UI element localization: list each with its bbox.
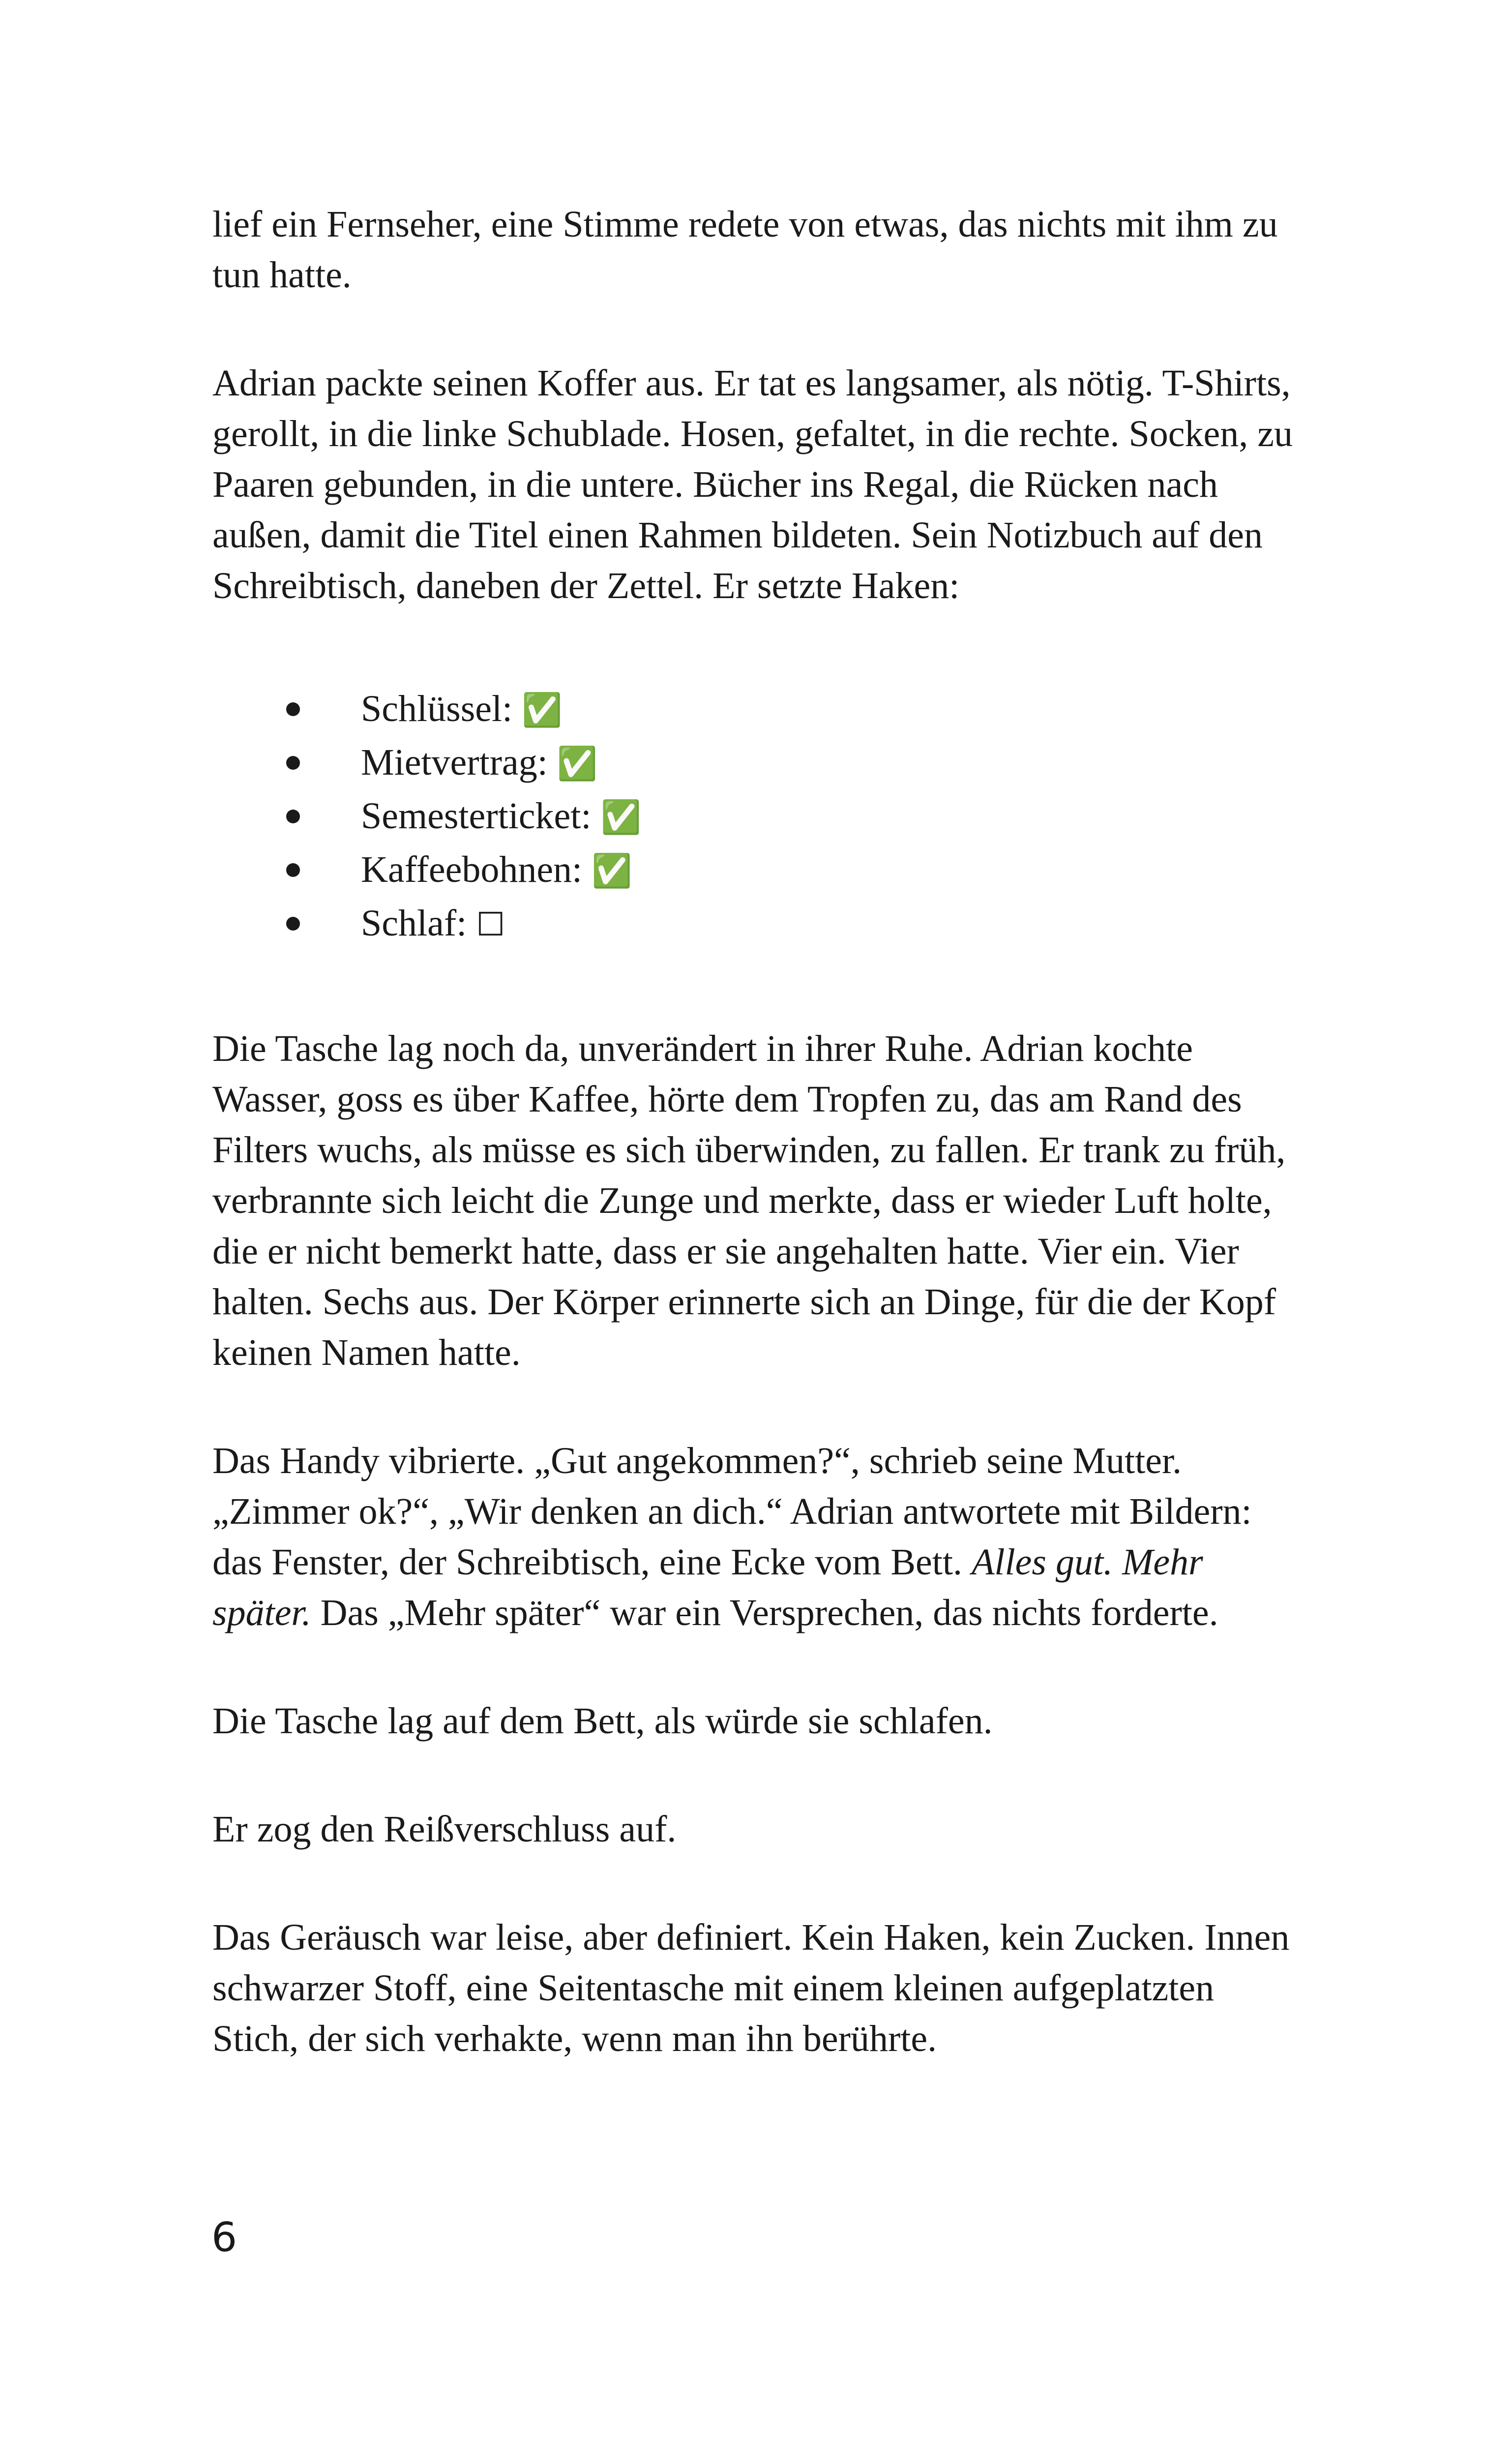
paragraph-2: Adrian packte seinen Koffer aus. Er tat es langsamer, als nötig. T-Shirts, gerollt, in die linke Schublade. Hosen, gefaltet, in die rechte. Socken, zu Paaren gebunden, in die untere. Bücher ins Regal, die Rücken nach außen, damit die Titel einen Rahmen bildeten. Sein Notizbuch auf den Schreibtisch, daneben der Zettel. Er setzte Haken: — [212, 362, 1293, 606]
checklist-item-label: Kaffeebohnen: — [361, 849, 583, 890]
checklist-item-label: Mietvertrag: — [361, 742, 548, 783]
checklist-item-label: Semesterticket: — [361, 795, 592, 837]
paragraph-7: Das Geräusch war leise, aber definiert. Kein Haken, kein Zucken. Innen schwarzer Stoff, eine Seitentasche mit einem kleinen aufgeplatzten Stich, der sich verhakte, wenn man ihn berührte. — [212, 1917, 1290, 2059]
paragraph-5: Die Tasche lag auf dem Bett, als würde sie schlafen. — [212, 1700, 993, 1742]
checkmark-icon: ✅ — [522, 691, 563, 729]
checklist-item-label: Schlaf: — [361, 903, 467, 944]
checklist-item-label: Schlüssel: — [361, 688, 513, 729]
empty-checkbox-icon: ☐ — [476, 905, 505, 943]
checkmark-icon: ✅ — [600, 798, 641, 836]
paragraph-1: lief ein Fernseher, eine Stimme redete von etwas, das nichts mit ihm zu tun hatte. — [212, 204, 1278, 296]
bullet-icon — [286, 702, 300, 716]
checklist-item — [212, 790, 1304, 844]
page-number: 6 — [211, 2214, 237, 2261]
checklist-item — [212, 844, 1304, 897]
paragraph-4-end: Das „Mehr später“ war ein Versprechen, das nichts forderte. — [311, 1592, 1218, 1633]
checkmark-icon: ✅ — [592, 852, 632, 890]
bullet-icon — [286, 810, 300, 823]
bullet-icon — [286, 917, 300, 931]
checklist-item — [212, 683, 1304, 736]
paragraph-4-start: Das Handy vibrierte. „Gut angekommen?“, schrieb seine Mutter. „Zimmer ok?“, „Wir denken an dich.“ Adrian antwortete mit Bildern: das Fenster, der Schreibtisch, eine Ecke vom Bett. — [212, 1440, 1252, 1583]
checkmark-icon: ✅ — [557, 745, 598, 783]
paragraph-4 — [212, 1436, 1304, 1638]
checklist — [212, 683, 1304, 951]
paragraph-3: Die Tasche lag noch da, unverändert in ihrer Ruhe. Adrian kochte Wasser, goss es über Kaffee, hörte dem Tropfen zu, das am Rand des Filters wuchs, als müsse es sich überwinden, zu fallen. Er trank zu früh, verbrannte sich leicht die Zunge und merkte, dass er wieder Luft holte, die er nicht bemerkt hatte, dass er sie angehalten hatte. Vier ein. Vier halten. Sechs aus. Der Körper erinnerte sich an Dinge, für die der Kopf keinen Namen hatte. — [212, 1028, 1286, 1373]
bullet-icon — [286, 863, 300, 877]
page-body — [212, 199, 1304, 2064]
paragraph-6: Er zog den Reißverschluss auf. — [212, 1809, 677, 1850]
paragraph-4-italic: Alles gut. Mehr später. — [212, 1541, 1203, 1633]
bullet-icon — [286, 756, 300, 770]
checklist-item — [212, 897, 1304, 951]
checklist-item — [212, 736, 1304, 790]
